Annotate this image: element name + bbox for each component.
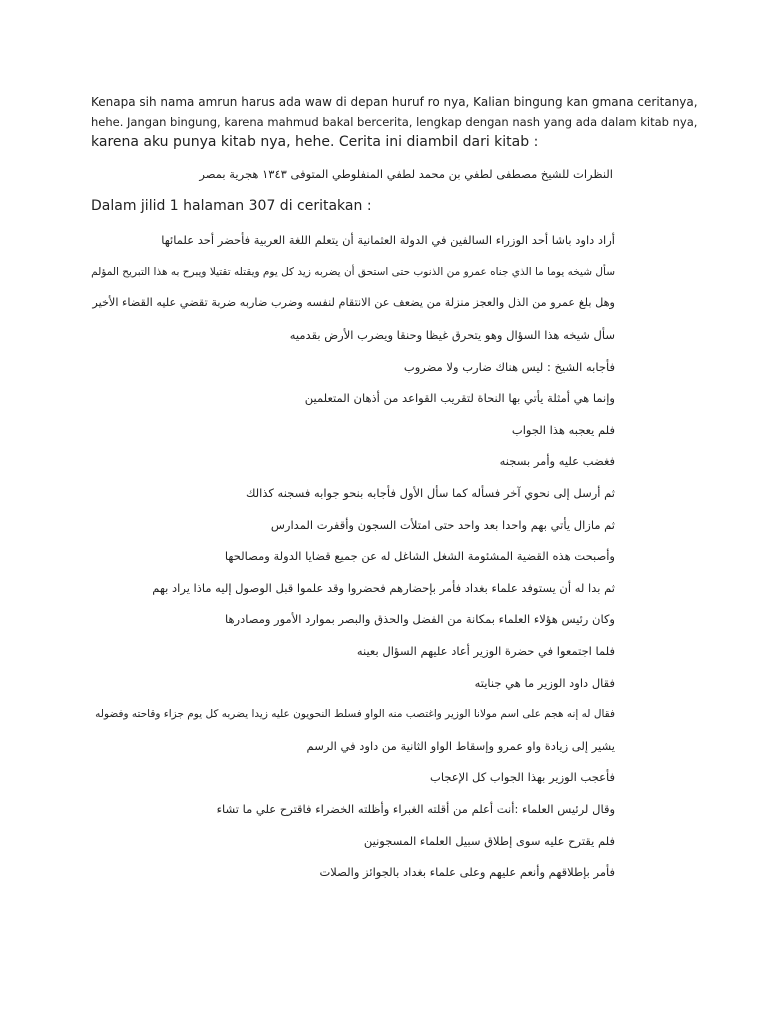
story-line: وهل بلغ عمرو من الذل والعجز منزلة من يضعف عن الانتقام لنفسه وضرب ضاربه ضربة تقضي عليه القضاء الأخير bbox=[92, 296, 615, 309]
intro-line: Kenapa sih nama amrun harus ada waw di depan huruf ro nya, Kalian bingung kan gmana ceritanya, bbox=[91, 95, 698, 109]
story-line: وقال لرئيس العلماء :أنت أعلم من أقلته الغبراء وأظلته الخضراء فاقترح علي ما تشاء bbox=[216, 802, 615, 816]
story-line: فلم يقترح عليه سوى إطلاق سبيل العلماء المسجونين bbox=[363, 834, 615, 848]
story-line: فغضب عليه وأمر بسجنه bbox=[499, 454, 615, 468]
story-line: سأل شيخه هذا السؤال وهو يتحرق غيظا وحنقا ويضرب الأرض بقدميه bbox=[289, 328, 615, 342]
story-line: وأصبحت هذه القضية المشئومة الشغل الشاغل له عن جميع قضايا الدولة ومصالحها bbox=[224, 549, 615, 563]
story-line: فقال له إنه هجم على اسم مولانا الوزير واغتصب منه الواو فسلط النحويون عليه زيدا يضربه كل يوم جزاء وقاحته وفضوله bbox=[95, 708, 615, 720]
story-line: فأعجب الوزير بهذا الجواب كل الإعجاب bbox=[430, 770, 615, 784]
story-line: فلم يعجبه هذا الجواب bbox=[511, 423, 615, 437]
reference-line: Dalam jilid 1 halaman 307 di ceritakan : bbox=[91, 198, 372, 214]
story-line: أراد داود باشا أحد الوزراء السالفين في الدولة العثمانية أن يتعلم اللغة العربية فأحضر أحد علمائها bbox=[161, 233, 615, 247]
intro-line: hehe. Jangan bingung, karena mahmud bakal bercerita, lengkap dengan nash yang ada dalam kitab nya, bbox=[91, 115, 698, 129]
intro-line: karena aku punya kitab nya, hehe. Cerita ini diambil dari kitab : bbox=[91, 134, 539, 150]
story-line: يشير إلى زيادة واو عمرو وإسقاط الواو الثانية من داود في الرسم bbox=[306, 739, 615, 753]
book-title: النظرات للشيخ مصطفى لطفي بن محمد لطفي المنفلوطي المتوفى ١٣٤٣ هجرية بمصر bbox=[199, 167, 613, 181]
story-line: ثم أرسل إلى نحوي آخر فسأله كما سأل الأول فأجابه بنحو جوابه فسجنه كذالك bbox=[245, 486, 615, 500]
story-line: فأمر بإطلاقهم وأنعم عليهم وعلى علماء بغداد بالجوائز والصلات bbox=[319, 865, 615, 879]
story-line: وإنما هي أمثلة يأتي بها النحاة لتقريب القواعد من أذهان المتعلمين bbox=[304, 391, 615, 405]
story-line: ثم مازال يأتي بهم واحدا بعد واحد حتى امتلأت السجون وأقفرت المدارس bbox=[270, 518, 615, 532]
intro-paragraph bbox=[91, 92, 698, 152]
story-line: سأل شيخه يوما ما الذي جناه عمرو من الذنوب حتى استحق أن يضربه زيد كل يوم ويقتله تقتيلا ويبرح به هذا التبريح المؤلم bbox=[91, 266, 615, 278]
story-line: وكان رئيس هؤلاء العلماء بمكانة من الفضل والحذق والبصر بموارد الأمور ومصادرها bbox=[224, 612, 615, 626]
story-line: فأجابه الشيخ : ليس هناك ضارب ولا مضروب bbox=[403, 360, 615, 374]
story-line: فلما اجتمعوا في حضرة الوزير أعاد عليهم السؤال بعينه bbox=[356, 644, 615, 658]
story-line: ثم بدا له أن يستوفد علماء بغداد فأمر بإحضارهم فحضروا وقد علموا قبل الوصول إليه ماذا يراد بهم bbox=[152, 581, 615, 595]
story-line: فقال داود الوزير ما هي جنايته bbox=[474, 676, 615, 690]
